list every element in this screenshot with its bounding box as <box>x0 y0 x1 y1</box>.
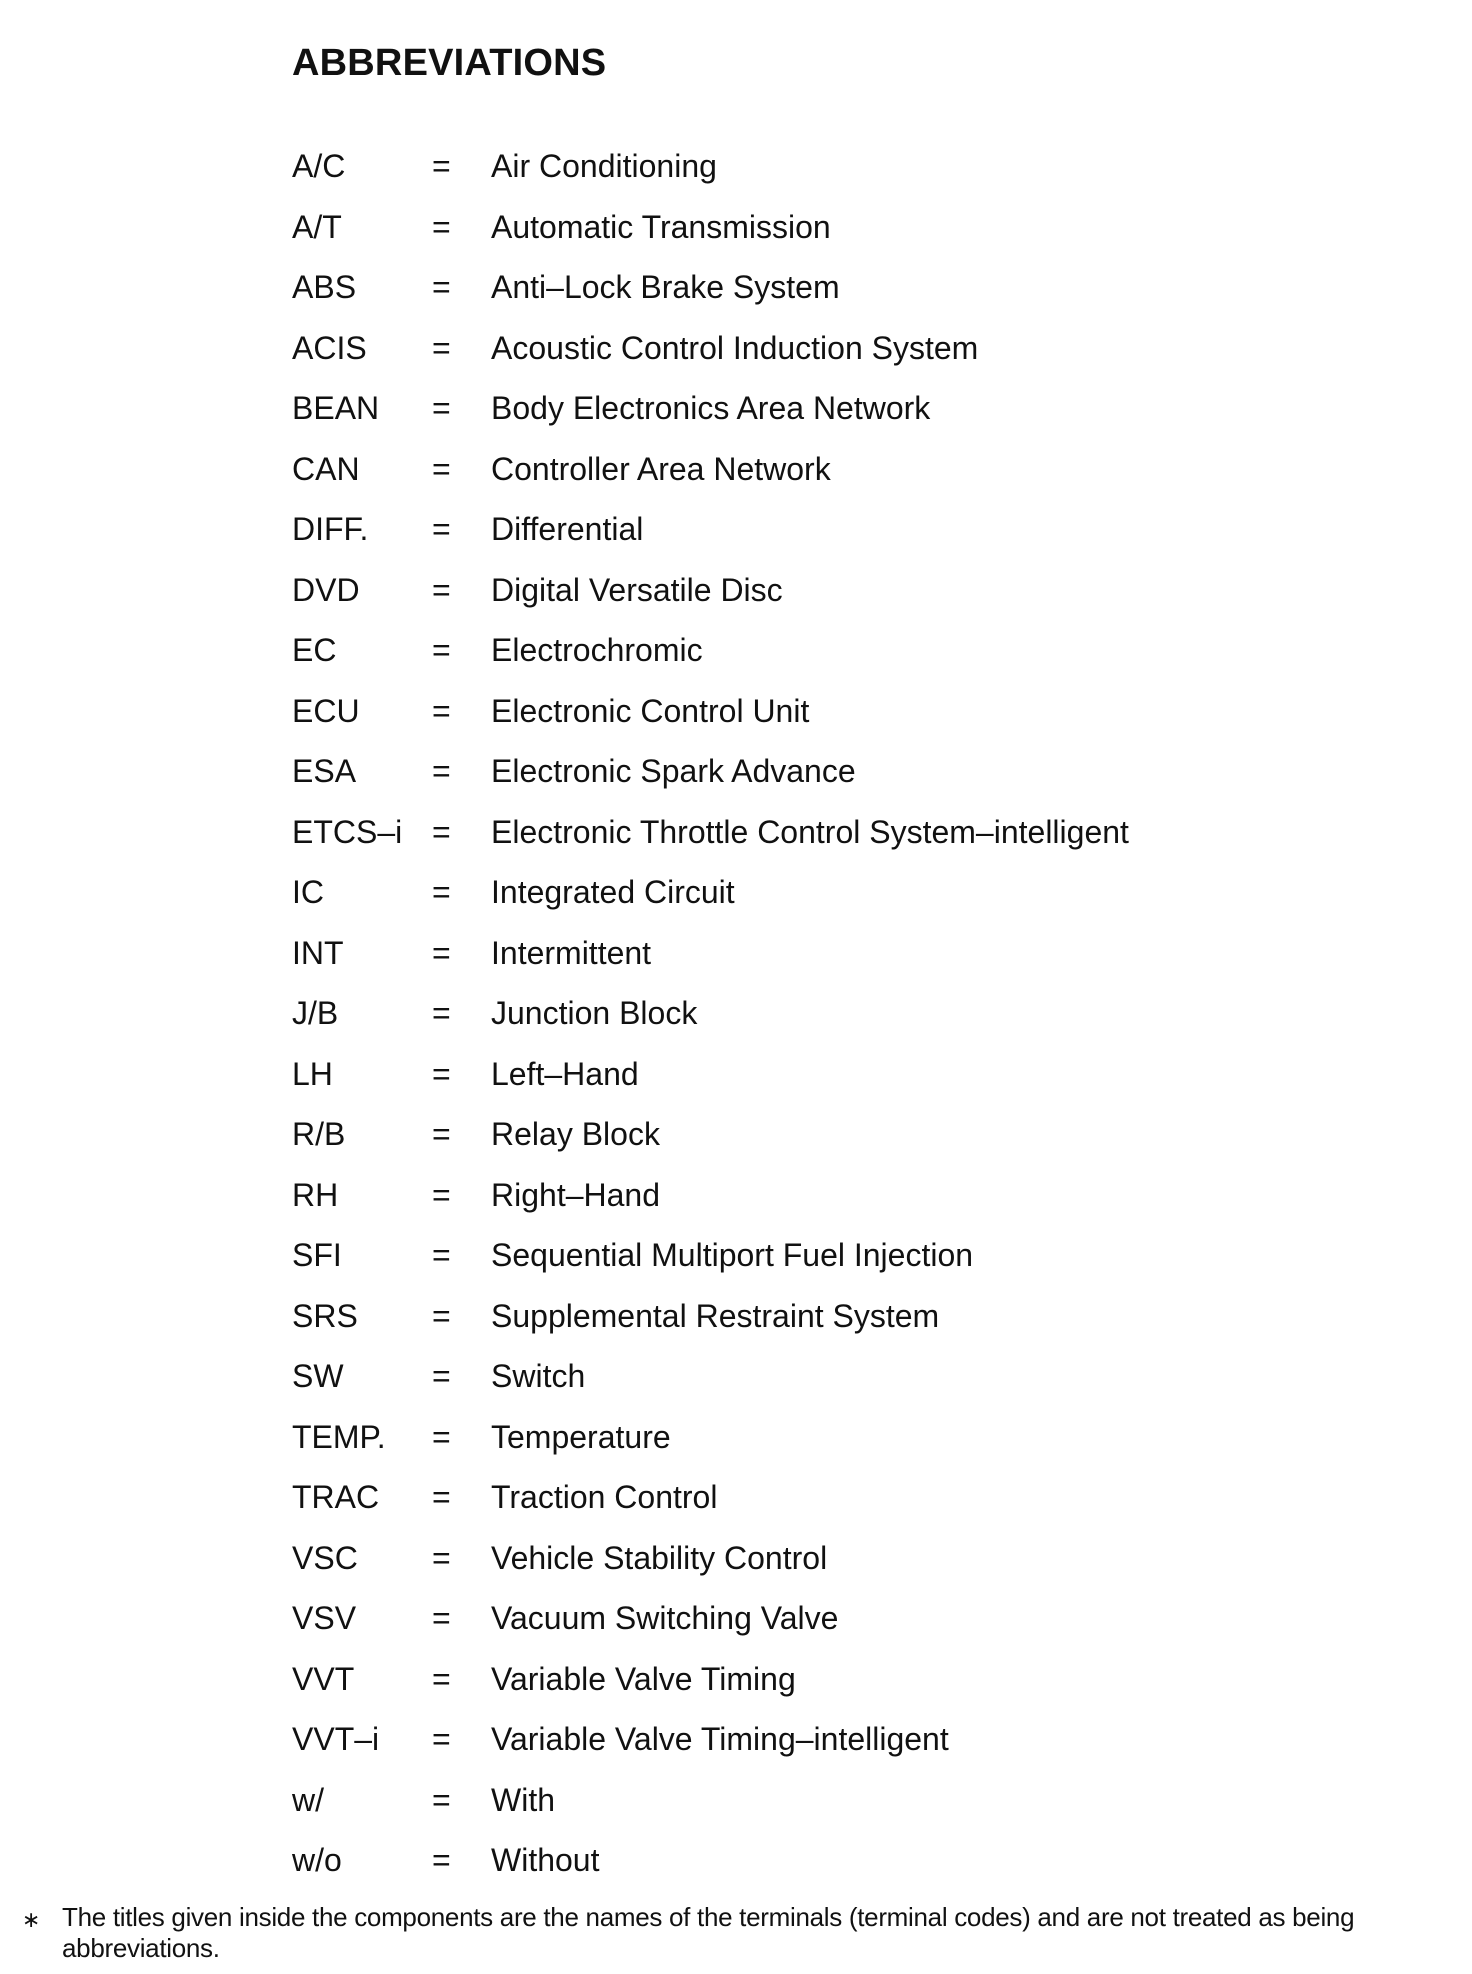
abbreviation-row <box>292 620 1412 681</box>
abbreviation-row <box>292 1528 1412 1589</box>
footnote-text: The titles given inside the components are the names of the terminals (terminal codes) and are not treated as being abbreviations. <box>62 1902 1355 1963</box>
abbreviation-meaning: Vacuum Switching Valve <box>491 1600 839 1636</box>
abbreviation-meaning: Without <box>491 1842 600 1878</box>
equals-sign: = <box>432 995 451 1031</box>
equals-sign: = <box>432 1176 451 1213</box>
abbreviation-meaning: Temperature <box>491 1418 671 1455</box>
equals-sign: = <box>432 1297 451 1334</box>
abbreviation-row <box>292 1346 1412 1407</box>
abbreviation-meaning: Traction Control <box>491 1479 718 1515</box>
equals-sign: = <box>432 692 451 729</box>
abbreviation-row <box>292 560 1412 621</box>
abbreviation-row <box>292 1225 1412 1286</box>
abbreviation-code: DVD <box>292 571 360 608</box>
abbreviation-row <box>292 983 1412 1044</box>
abbreviation-meaning: Right–Hand <box>491 1176 660 1213</box>
abbreviation-meaning: Anti–Lock Brake System <box>491 269 840 305</box>
abbreviation-code: RH <box>292 1176 339 1213</box>
abbreviation-row <box>292 1709 1412 1770</box>
abbreviation-row <box>292 257 1412 318</box>
abbreviation-code: w/ <box>292 1781 324 1818</box>
abbreviation-row <box>292 378 1412 439</box>
abbreviation-code: VVT <box>292 1660 355 1697</box>
abbreviation-row <box>292 439 1412 500</box>
abbreviation-code: ABS <box>292 269 357 305</box>
equals-sign: = <box>432 390 451 426</box>
abbreviation-row <box>292 1649 1412 1710</box>
abbreviation-meaning: Electronic Control Unit <box>491 692 810 729</box>
abbreviation-code: VVT–i <box>292 1721 380 1757</box>
equals-sign: = <box>432 1237 451 1273</box>
equals-sign: = <box>432 1539 451 1576</box>
abbreviation-meaning: Variable Valve Timing–intelligent <box>491 1721 949 1757</box>
abbreviation-code: IC <box>292 874 324 910</box>
abbreviation-code: R/B <box>292 1116 346 1152</box>
abbreviation-meaning: Differential <box>491 511 644 547</box>
abbreviation-meaning: Body Electronics Area Network <box>491 390 931 426</box>
abbreviation-code: INT <box>292 934 344 971</box>
abbreviation-code: CAN <box>292 450 360 487</box>
abbreviation-meaning: Electronic Throttle Control System–intelligent <box>491 813 1129 850</box>
abbreviation-list <box>292 136 1412 1891</box>
equals-sign: = <box>432 1055 451 1092</box>
abbreviation-row <box>292 1467 1412 1528</box>
equals-sign: = <box>432 1660 451 1697</box>
abbreviation-meaning: Intermittent <box>491 934 652 971</box>
abbreviation-meaning: Supplemental Restraint System <box>491 1297 940 1334</box>
equals-sign: = <box>432 329 451 366</box>
equals-sign: = <box>432 571 451 608</box>
abbreviation-meaning: Junction Block <box>491 995 698 1031</box>
abbreviation-row <box>292 1165 1412 1226</box>
abbreviation-row <box>292 136 1412 197</box>
equals-sign: = <box>432 269 451 305</box>
abbreviation-code: VSC <box>292 1539 358 1576</box>
abbreviation-row <box>292 681 1412 742</box>
abbreviation-row <box>292 1407 1412 1468</box>
equals-sign: = <box>432 1479 451 1515</box>
abbreviation-code: LH <box>292 1055 333 1092</box>
abbreviation-meaning: With <box>491 1781 555 1818</box>
abbreviation-code: A/C <box>292 148 346 184</box>
page-title: ABBREVIATIONS <box>292 42 607 84</box>
equals-sign: = <box>432 1721 451 1757</box>
abbreviation-row <box>292 1588 1412 1649</box>
abbreviation-meaning: Electrochromic <box>491 632 703 668</box>
equals-sign: = <box>432 1781 451 1818</box>
abbreviation-code: TEMP. <box>292 1418 386 1455</box>
abbreviation-row <box>292 1830 1412 1891</box>
abbreviation-meaning: Relay Block <box>491 1116 660 1152</box>
abbreviation-code: EC <box>292 632 337 668</box>
abbreviation-code: ACIS <box>292 329 367 366</box>
abbreviation-meaning: Vehicle Stability Control <box>491 1539 828 1576</box>
abbreviation-row <box>292 1286 1412 1347</box>
abbreviation-row <box>292 197 1412 258</box>
abbreviation-row <box>292 1104 1412 1165</box>
asterisk-icon: ∗ <box>22 1907 41 1932</box>
abbreviation-meaning: Left–Hand <box>491 1055 639 1092</box>
equals-sign: = <box>432 1842 451 1878</box>
abbreviation-code: SW <box>292 1358 344 1394</box>
abbreviation-code: VSV <box>292 1600 357 1636</box>
abbreviation-meaning: Integrated Circuit <box>491 874 735 910</box>
equals-sign: = <box>432 934 451 971</box>
abbreviation-code: DIFF. <box>292 511 369 547</box>
equals-sign: = <box>432 632 451 668</box>
abbreviation-meaning: Electronic Spark Advance <box>491 753 856 789</box>
abbreviation-code: TRAC <box>292 1479 380 1515</box>
abbreviation-row <box>292 318 1412 379</box>
abbreviation-code: ETCS–i <box>292 813 403 850</box>
equals-sign: = <box>432 1600 451 1636</box>
equals-sign: = <box>432 511 451 547</box>
equals-sign: = <box>432 1116 451 1152</box>
equals-sign: = <box>432 148 451 184</box>
equals-sign: = <box>432 450 451 487</box>
abbreviation-code: J/B <box>292 995 339 1031</box>
abbreviation-code: BEAN <box>292 390 380 426</box>
abbreviation-row <box>292 1770 1412 1831</box>
abbreviation-code: SFI <box>292 1237 342 1273</box>
abbreviation-row <box>292 802 1412 863</box>
abbreviation-row <box>292 499 1412 560</box>
equals-sign: = <box>432 813 451 850</box>
abbreviation-row <box>292 923 1412 984</box>
abbreviation-row <box>292 741 1412 802</box>
equals-sign: = <box>432 753 451 789</box>
abbreviation-code: ESA <box>292 753 357 789</box>
abbreviation-code: ECU <box>292 692 360 729</box>
abbreviation-meaning: Digital Versatile Disc <box>491 571 783 608</box>
abbreviation-meaning: Controller Area Network <box>491 450 831 487</box>
equals-sign: = <box>432 208 451 245</box>
abbreviation-meaning: Acoustic Control Induction System <box>491 329 979 366</box>
abbreviation-meaning: Automatic Transmission <box>491 208 831 245</box>
abbreviation-code: w/o <box>292 1842 342 1878</box>
abbreviation-meaning: Sequential Multiport Fuel Injection <box>491 1237 974 1273</box>
abbreviation-meaning: Switch <box>491 1358 586 1394</box>
equals-sign: = <box>432 1358 451 1394</box>
abbreviation-code: SRS <box>292 1297 358 1334</box>
equals-sign: = <box>432 874 451 910</box>
abbreviation-meaning: Variable Valve Timing <box>491 1660 796 1697</box>
abbreviation-row <box>292 862 1412 923</box>
abbreviation-meaning: Air Conditioning <box>491 148 717 184</box>
abbreviation-row <box>292 1044 1412 1105</box>
abbreviation-code: A/T <box>292 208 342 245</box>
equals-sign: = <box>432 1418 451 1455</box>
